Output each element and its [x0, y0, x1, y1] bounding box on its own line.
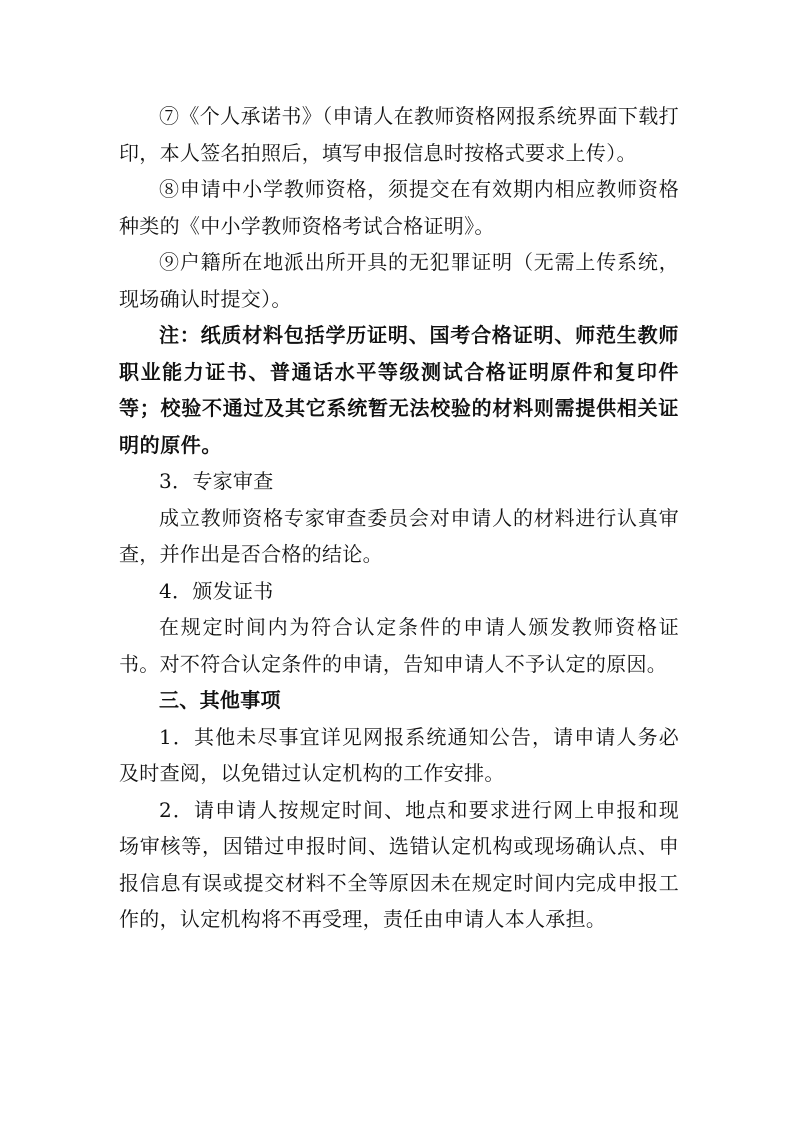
paragraph-issue-certificate: 在规定时间内为符合认定条件的申请人颁发教师资格证书。对不符合认定条件的申请，告知申请人不予认定的原因。 [119, 615, 679, 676]
paragraph-other-1: 1．其他未尽事宜详见网报系统通知公告，请申请人务必及时查阅，以免错过认定机构的工作安排。 [119, 724, 679, 785]
heading-other-matters: 三、其他事项 [159, 688, 281, 712]
paragraph-item-7: ⑦《个人承诺书》（申请人在教师资格网报系统界面下载打印，本人签名拍照后，填写申报信息时按格式要求上传）。 [119, 104, 679, 165]
paragraph-item-8: ⑧申请中小学教师资格，须提交在有效期内相应教师资格种类的《中小学教师资格考试合格证明》。 [119, 177, 679, 238]
paragraph-expert-review: 成立教师资格专家审查委员会对申请人的材料进行认真审查，并作出是否合格的结论。 [119, 505, 679, 566]
document-body [119, 98, 679, 938]
paragraph-other-2: 2．请申请人按规定时间、地点和要求进行网上申报和现场审核等，因错过申报时间、选错认定机构或现场确认点、申报信息有误或提交材料不全等原因未在规定时间内完成申报工作的，认定机构将不再受理，责任由申请人本人承担。 [119, 797, 679, 931]
heading-issue-certificate: 4．颁发证书 [159, 578, 274, 603]
paragraph-note: 注：纸质材料包括学历证明、国考合格证明、师范生教师职业能力证书、普通话水平等级测试合格证明原件和复印件等；校验不通过及其它系统暂无法校验的材料则需提供相关证明的原件。 [119, 323, 679, 457]
heading-expert-review: 3．专家审查 [159, 469, 274, 493]
paragraph-item-9: ⑨户籍所在地派出所开具的无犯罪证明（无需上传系统，现场确认时提交）。 [119, 250, 679, 311]
